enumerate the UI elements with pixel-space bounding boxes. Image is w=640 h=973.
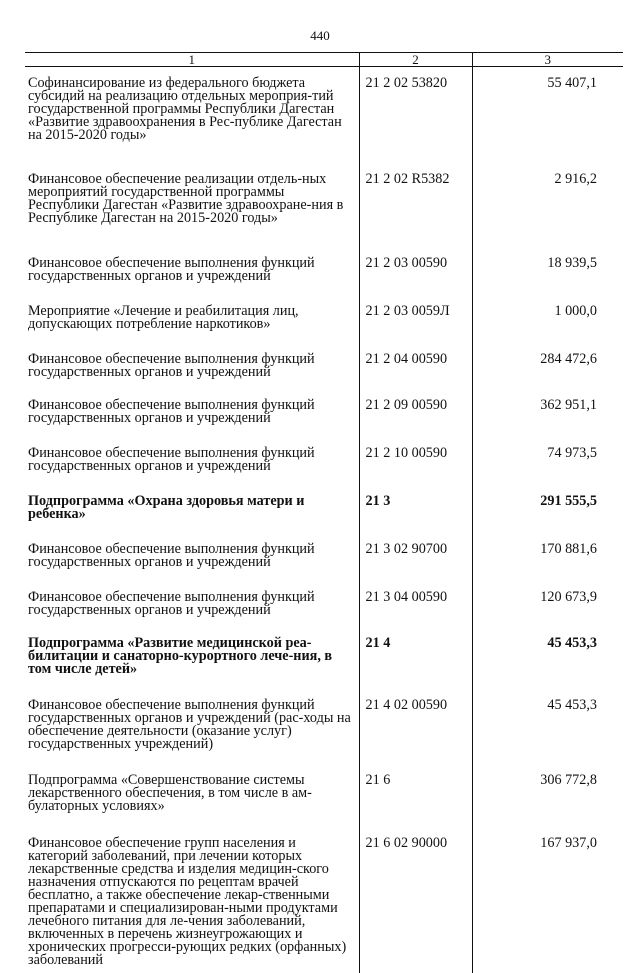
row-code: 21 3 04 00590: [359, 569, 472, 617]
row-amount: 18 939,5: [472, 225, 623, 283]
table-row: [25, 331, 623, 379]
row-code: 21 2 04 00590: [359, 331, 472, 379]
row-code: 21 3: [359, 473, 472, 521]
row-code: 21 2 09 00590: [359, 379, 472, 425]
row-name: Финансовое обеспечение выполнения функций государственных органов и учреждений: [28, 351, 315, 380]
row-amount: 362 951,1: [472, 379, 623, 425]
row-name: Финансовое обеспечение выполнения функций государственных органов и учреждений: [28, 589, 315, 618]
row-name: Подпрограмма «Развитие медицинской реа-билитации и санаторно-курортного лече-ния, в том числе детей»: [28, 635, 333, 677]
table-row: [25, 521, 623, 569]
table-row: [25, 676, 623, 751]
row-code: 21 2 02 R5382: [359, 142, 472, 225]
row-code: 21 2 03 00590: [359, 225, 472, 283]
row-name: Подпрограмма «Совершенствование системы лекарственного обеспечения, в том числе в ам-булаторных условиях»: [28, 772, 312, 814]
row-name: Мероприятие «Лечение и реабилитация лиц, допускающих потребление наркотиков»: [28, 303, 299, 332]
table-row: [25, 569, 623, 617]
column-header-amount: 3: [472, 53, 623, 67]
row-amount: 284 472,6: [472, 331, 623, 379]
row-code: 21 2 10 00590: [359, 425, 472, 473]
row-code: 21 4 02 00590: [359, 676, 472, 751]
row-name: Финансовое обеспечение выполнения функций государственных органов и учреждений: [28, 541, 315, 570]
table-row: [25, 142, 623, 225]
row-name: Финансовое обеспечение реализации отдель-ных мероприятий государственной программы Республики Дагестан «Развитие здравоохране-ния в Республике Дагестан на 2015-2020 годы»: [28, 171, 344, 226]
row-amount: 291 555,5: [472, 473, 623, 521]
table-row: [25, 751, 623, 813]
row-amount: 306 772,8: [472, 751, 623, 813]
row-code: 21 3 02 90700: [359, 521, 472, 569]
row-code: 21 6 02 90000: [359, 813, 472, 973]
table-row: [25, 425, 623, 473]
table-row: [25, 473, 623, 521]
row-amount: 74 973,5: [472, 425, 623, 473]
row-name: Финансовое обеспечение выполнения функций государственных органов и учреждений: [28, 255, 315, 284]
row-amount: 167 937,0: [472, 813, 623, 973]
row-name: Финансовое обеспечение групп населения и категорий заболеваний, при лечении которых лекарственные средства и изделия медицин-ского назначения отпускаются по рецептам врачей бесплатно, а также обеспечение лекар-ственными препаратами и специализирован-ными продуктами лечебного питания для ле-чения заболеваний, включенных в перечень жизнеугрожающих и хронических прогресси-рующих редких (орфанных) заболеваний: [28, 835, 347, 968]
row-amount: 2 916,2: [472, 142, 623, 225]
row-name: Финансовое обеспечение выполнения функций государственных органов и учреждений (рас-ходы на обеспечение деятельности (оказание услуг) государственных учреждений): [28, 697, 351, 752]
row-amount: 45 453,3: [472, 617, 623, 676]
row-name: Софинансирование из федерального бюджета субсидий на реализацию отдельных мероприя-тий государственной программы Республики Дагестан «Развитие здравоохранения в Рес-публике Дагестан на 2015-2020 годы»: [28, 75, 342, 143]
table-row: [25, 379, 623, 425]
row-code: 21 2 02 53820: [359, 67, 472, 143]
budget-table: [25, 52, 623, 973]
row-amount: 1 000,0: [472, 283, 623, 331]
column-header-code: 2: [359, 53, 472, 67]
row-amount: 45 453,3: [472, 676, 623, 751]
table-row: [25, 67, 623, 143]
row-name: Подпрограмма «Охрана здоровья матери и ребенка»: [28, 493, 305, 522]
table-row: [25, 225, 623, 283]
table-header-row: [25, 53, 623, 67]
row-name: Финансовое обеспечение выполнения функций государственных органов и учреждений: [28, 445, 315, 474]
page-number: 440: [310, 28, 330, 43]
table-row: [25, 813, 623, 973]
row-name: Финансовое обеспечение выполнения функций государственных органов и учреждений: [28, 397, 315, 426]
row-code: 21 2 03 0059Л: [359, 283, 472, 331]
row-code: 21 6: [359, 751, 472, 813]
row-amount: 170 881,6: [472, 521, 623, 569]
row-amount: 120 673,9: [472, 569, 623, 617]
table-row: [25, 617, 623, 676]
row-code: 21 4: [359, 617, 472, 676]
row-amount: 55 407,1: [472, 67, 623, 143]
column-header-name: 1: [25, 53, 359, 67]
table-row: [25, 283, 623, 331]
